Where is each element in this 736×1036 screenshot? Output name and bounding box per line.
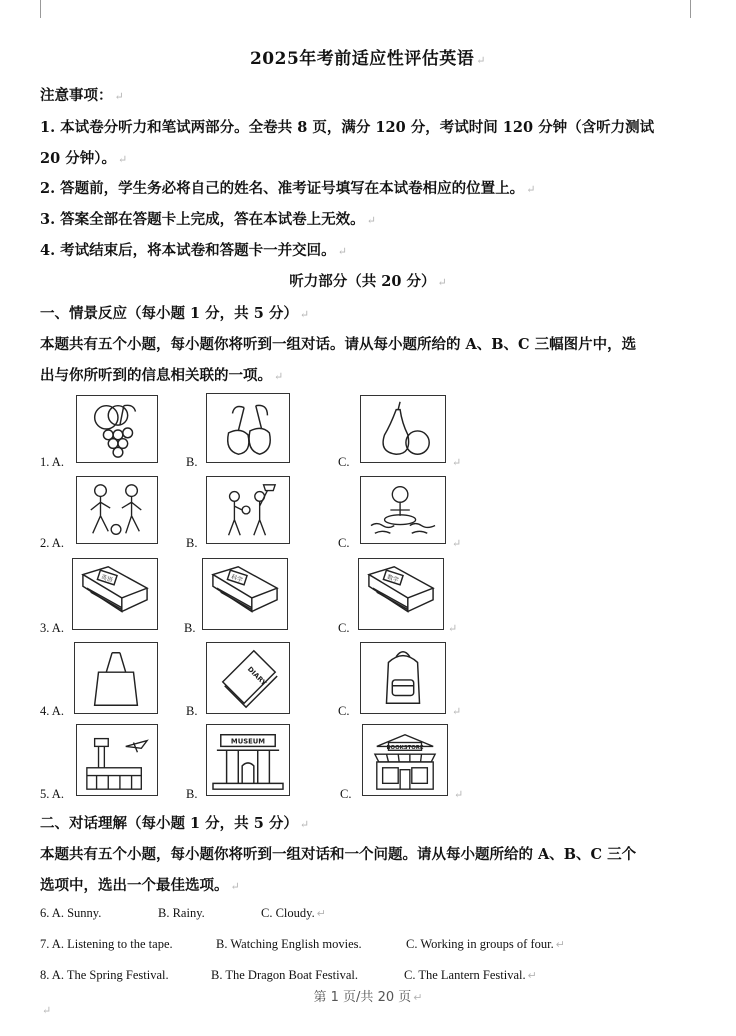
crop-mark-left bbox=[40, 0, 41, 18]
football-players-icon[interactable] bbox=[76, 476, 158, 544]
row2-return-mark: ↵ bbox=[452, 537, 462, 550]
note-4: 4. 考试结束后，将本试卷和答题卡一并交回。 ↵ bbox=[40, 242, 347, 259]
basketball-players-icon[interactable] bbox=[206, 476, 290, 544]
backpack-icon[interactable] bbox=[360, 642, 446, 714]
q5-label-c: C. bbox=[340, 787, 352, 801]
svg-text:科学: 科学 bbox=[230, 574, 244, 584]
q3-label-b: B. bbox=[184, 621, 196, 635]
book-math-icon[interactable] bbox=[358, 558, 444, 630]
q8-option-a[interactable]: 8. A. The Spring Festival. bbox=[40, 968, 169, 982]
listening-heading: 听力部分（共 20 分） ↵ bbox=[289, 273, 447, 290]
q2-label-b: B. bbox=[186, 536, 198, 550]
section2-instruction: 本题共有五个小题，每小题你将听到一组对话和一个问题。请从每小题所给的 A、B、C 三个 bbox=[40, 846, 637, 863]
q4-label-b: B. bbox=[186, 704, 198, 718]
q8-option-b[interactable]: B. The Dragon Boat Festival. bbox=[211, 968, 358, 982]
end-return-mark: ↵ bbox=[42, 1004, 52, 1017]
section1-instruction-cont: 出与你所听到的信息相关联的一项。 ↵ bbox=[40, 367, 284, 384]
q5-label-b: B. bbox=[186, 787, 198, 801]
q7-option-b[interactable]: B. Watching English movies. bbox=[216, 937, 362, 951]
row5-return-mark: ↵ bbox=[454, 788, 464, 801]
peaches-icon[interactable] bbox=[206, 393, 290, 463]
q1-label-a: 1. A. bbox=[40, 455, 64, 469]
book-science-icon[interactable] bbox=[202, 558, 288, 630]
svg-text:英语: 英语 bbox=[100, 574, 114, 584]
pear-icon[interactable] bbox=[360, 395, 446, 463]
row4-return-mark: ↵ bbox=[452, 705, 462, 718]
row1-return-mark: ↵ bbox=[452, 456, 462, 469]
q7-option-a[interactable]: 7. A. Listening to the tape. bbox=[40, 937, 173, 951]
q2-label-c: C. bbox=[338, 536, 350, 550]
q1-label-b: B. bbox=[186, 455, 198, 469]
q6-option-a[interactable]: 6. A. Sunny. bbox=[40, 906, 102, 920]
bookstore-icon[interactable] bbox=[362, 724, 448, 796]
section1-heading: 一、情景反应（每小题 1 分，共 5 分） ↵ bbox=[40, 305, 310, 322]
row3-return-mark: ↵ bbox=[448, 622, 458, 635]
q8-option-c[interactable]: C. The Lantern Festival. ↵ bbox=[404, 968, 537, 982]
svg-text:BOOKSTORE: BOOKSTORE bbox=[386, 744, 424, 751]
q2-label-a: 2. A. bbox=[40, 536, 64, 550]
museum-icon[interactable] bbox=[206, 724, 290, 796]
book-english-icon[interactable] bbox=[72, 558, 158, 630]
q3-label-a: 3. A. bbox=[40, 621, 64, 635]
swimmer-icon[interactable] bbox=[360, 476, 446, 544]
q7-option-c[interactable]: C. Working in groups of four. ↵ bbox=[406, 937, 565, 951]
note-1: 1. 本试卷分听力和笔试两部分。全卷共 8 页，满分 120 分，考试时间 120 分钟（含听力测试 bbox=[40, 119, 655, 136]
q6-option-b[interactable]: B. Rainy. bbox=[158, 906, 205, 920]
q4-label-a: 4. A. bbox=[40, 704, 64, 718]
page-footer: 第 1 页/共 20 页 ↵ bbox=[313, 990, 423, 1005]
q5-label-a: 5. A. bbox=[40, 787, 64, 801]
airport-icon[interactable] bbox=[76, 724, 158, 796]
note-3: 3. 答案全部在答题卡上完成，答在本试卷上无效。 ↵ bbox=[40, 211, 376, 228]
section2-instruction-cont: 选项中，选出一个最佳选项。 ↵ bbox=[40, 877, 240, 894]
page-title: 2025年考前适应性评估英语 ↵ bbox=[249, 49, 487, 69]
section1-instruction: 本题共有五个小题，每小题你将听到一组对话。请从每小题所给的 A、B、C 三幅图片中，选 bbox=[40, 336, 637, 353]
q4-label-c: C. bbox=[338, 704, 350, 718]
q6-option-c[interactable]: C. Cloudy. ↵ bbox=[261, 906, 326, 920]
svg-text:DIARY: DIARY bbox=[245, 665, 268, 688]
note-1-cont: 20 分钟）。 ↵ bbox=[40, 150, 128, 167]
notes-heading: 注意事项： ↵ bbox=[40, 87, 124, 104]
grapes-icon[interactable] bbox=[76, 395, 158, 463]
diary-icon[interactable] bbox=[206, 642, 290, 714]
crop-mark-right bbox=[690, 0, 691, 18]
q3-label-c: C. bbox=[338, 621, 350, 635]
note-2: 2. 答题前，学生务必将自己的姓名、准考证号填写在本试卷相应的位置上。 ↵ bbox=[40, 180, 536, 197]
q1-label-c: C. bbox=[338, 455, 350, 469]
handbag-icon[interactable] bbox=[74, 642, 158, 714]
svg-text:MUSEUM: MUSEUM bbox=[230, 737, 266, 746]
svg-text:数学: 数学 bbox=[386, 574, 400, 584]
section2-heading: 二、对话理解（每小题 1 分，共 5 分） ↵ bbox=[40, 815, 310, 832]
